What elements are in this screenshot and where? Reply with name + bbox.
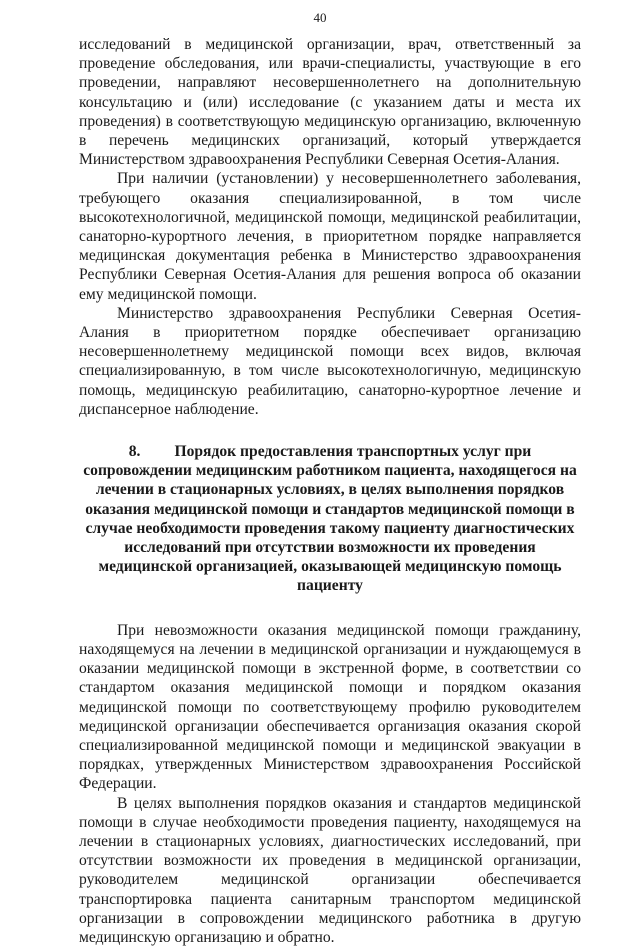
section-heading xyxy=(79,442,581,596)
paragraph-ministry: Министерство здравоохранения Республики Северная Осетия-Алания в приоритетном порядке обеспечивает организацию несовершеннолетнему медицинской помощи всех видов, включая специализированную, в том числе высокотехнологичную, медицинскую помощь, медицинскую реабилитацию, санаторно-курортное лечение и диспансерное наблюдение. xyxy=(79,304,581,418)
document-body xyxy=(79,35,581,947)
section-number: 8. xyxy=(128,443,141,461)
paragraph-transport: В целях выполнения порядков оказания и стандартов медицинской помощи в случае необходимости проведения пациенту, находящемуся на лечении в стационарных условиях, диагностических исследований, при отсутствии возможности их проведения в медицинской организации, руководителем медицинской организации обеспечивается транспортировка пациента санитарным транспортом медицинской организации в сопровождении медицинского работника в другую медицинскую организацию и обратно. xyxy=(79,794,581,946)
paragraph-referral: При наличии (установлении) у несовершеннолетнего заболевания, требующего оказания специализированной, в том числе высокотехнологичной, медицинской помощи, медицинской реабилитации, санаторно-курортного лечения, в приоритетном порядке направляется медицинская документация ребенка в Министерство здравоохранения Республики Северная Осетия-Алания для решения вопроса об оказании ему медицинской помощи. xyxy=(79,170,581,303)
paragraph-emergency: При невозможности оказания медицинской помощи гражданину, находящемуся на лечении в медицинской организации и нуждающемуся в оказании медицинской помощи в экстренной форме, в соответствии со стандартом оказания медицинской помощи и порядком оказания медицинской помощи по соответствующему профилю руководителем медицинской организации обеспечивается организация оказания скорой специализированной медицинской помощи и медицинской эвакуации в порядках, утвержденных Министерством здравоохранения Российской Федерации. xyxy=(79,621,581,793)
section-title: Порядок предоставления транспортных услуг при сопровождении медицинским работником пациента, находящегося на лечении в стационарных условиях, в целях выполнения порядков оказания медицинской помощи и стандартов медицинской помощи в случае необходимости проведения такому пациенту диагностических исследований при отсутствии возможности их проведения медицинской организацией, оказывающей медицинскую помощь пациенту xyxy=(83,443,577,595)
page-number: 40 xyxy=(313,10,327,25)
paragraph-continued: исследований в медицинской организации, врач, ответственный за проведение обследования, или врачи-специалисты, участвующие в его проведении, направляют несовершеннолетнего на дополнительную консультацию и (или) исследование (с указанием даты и места их проведения) в соответствующую медицинскую организацию, включенную в перечень медицинских организаций, который утверждается Министерством здравоохранения Республики Северная Осетия-Алания. xyxy=(79,36,581,169)
